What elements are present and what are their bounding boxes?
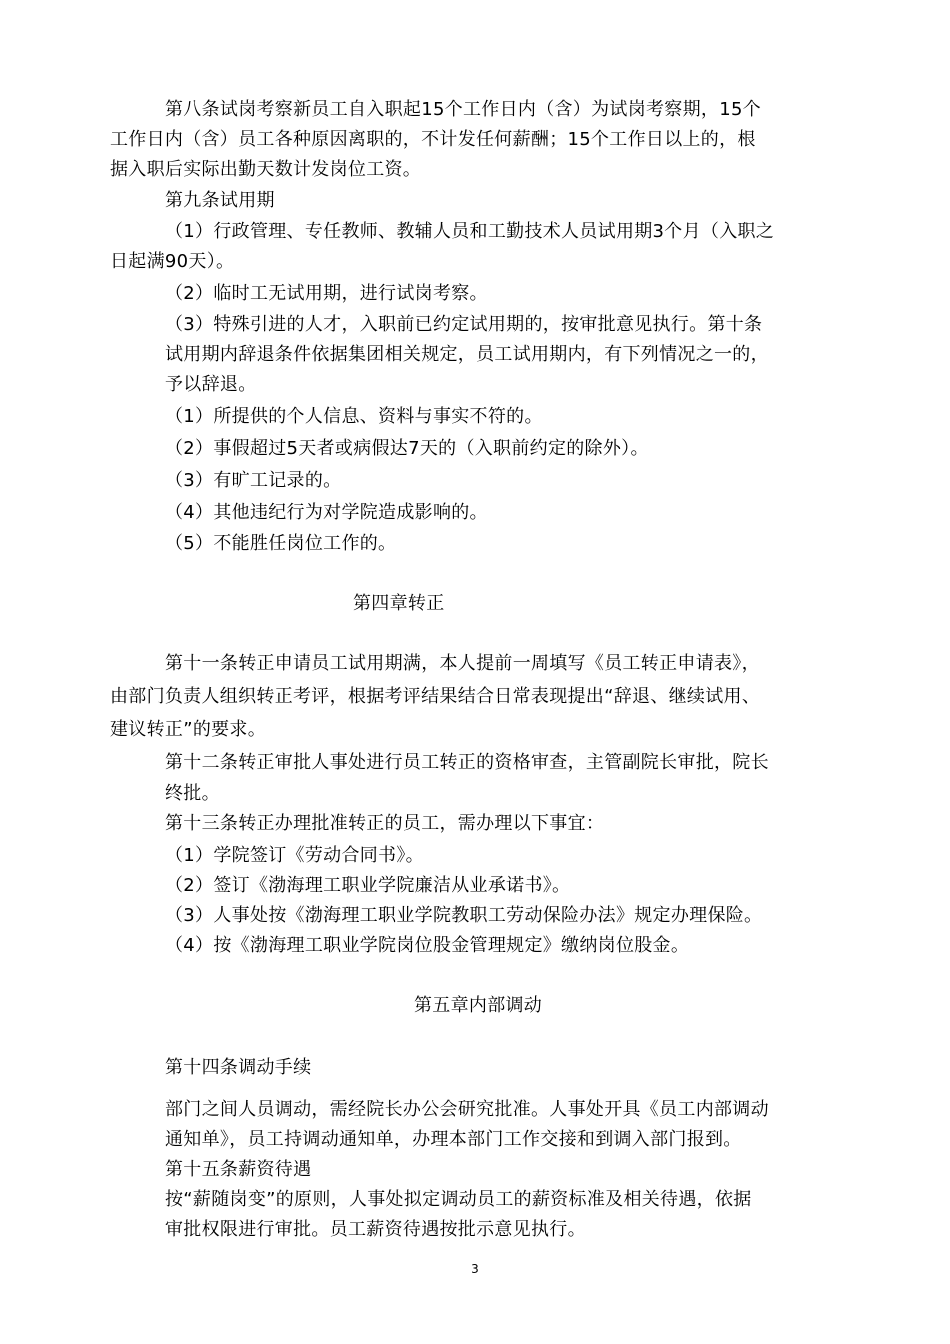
list-item: （1）学院签订《劳动合同书》。 <box>165 845 424 866</box>
list-item: （1）行政管理、专任教师、教辅人员和工勤技术人员试用期3个月（入职之 <box>165 221 775 242</box>
paragraph-line: 部门之间人员调动，需经院长办公会研究批准。人事处开具《员工内部调动 <box>165 1099 769 1120</box>
paragraph-line: 按“薪随岗变”的原则，人事处拟定调动员工的薪资标准及相关待遇，依据 <box>165 1189 752 1210</box>
paragraph-line: 第十二条转正审批人事处进行员工转正的资格审查，主管副院长审批，院长 <box>165 752 769 773</box>
chapter-heading: 第五章内部调动 <box>414 995 543 1016</box>
paragraph-line: 建议转正”的要求。 <box>110 719 267 740</box>
list-item: （4）按《渤海理工职业学院岗位股金管理规定》缴纳岗位股金。 <box>165 935 690 956</box>
chapter-heading: 第四章转正 <box>353 593 445 614</box>
list-item: （3）有旷工记录的。 <box>165 470 342 491</box>
paragraph-line: 终批。 <box>165 783 220 804</box>
list-item: （1）所提供的个人信息、资料与事实不符的。 <box>165 406 543 427</box>
paragraph-line: 第十三条转正办理批准转正的员工，需办理以下事宜： <box>165 813 605 834</box>
paragraph-line: 予以辞退。 <box>165 374 257 395</box>
list-item: 日起满90天）。 <box>110 251 235 272</box>
section-heading: 第九条试用期 <box>165 190 275 211</box>
list-item: （2）签订《渤海理工职业学院廉洁从业承诺书》。 <box>165 875 571 896</box>
section-heading: 第十四条调动手续 <box>165 1057 312 1078</box>
list-item: （2）临时工无试用期，进行试岗考察。 <box>165 283 488 304</box>
paragraph-line: 据入职后实际出勤天数计发岗位工资。 <box>110 159 422 180</box>
list-item: （3）特殊引进的人才，入职前已约定试用期的，按审批意见执行。第十条 <box>165 314 763 335</box>
list-item: （3）人事处按《渤海理工职业学院教职工劳动保险办法》规定办理保险。 <box>165 905 763 926</box>
paragraph-line: 第十一条转正申请员工试用期满，本人提前一周填写《员工转正申请表》， <box>165 653 760 674</box>
list-item: （2）事假超过5天者或病假达7天的（入职前约定的除外）。 <box>165 438 649 459</box>
section-heading: 第十五条薪资待遇 <box>165 1159 312 1180</box>
list-item: （4）其他违纪行为对学院造成影响的。 <box>165 502 488 523</box>
paragraph-line: 由部门负责人组织转正考评，根据考评结果结合日常表现提出“辞退、继续试用、 <box>110 686 761 707</box>
page-number: 3 <box>471 1262 479 1276</box>
paragraph-line: 第八条试岗考察新员工自入职起15个工作日内（含）为试岗考察期，15个 <box>165 99 762 120</box>
paragraph-line: 工作日内（含）员工各种原因离职的，不计发任何薪酬；15个工作日以上的，根 <box>110 129 756 150</box>
list-item: （5）不能胜任岗位工作的。 <box>165 533 397 554</box>
paragraph-line: 审批权限进行审批。员工薪资待遇按批示意见执行。 <box>165 1219 586 1240</box>
paragraph-line: 通知单》，员工持调动通知单，办理本部门工作交接和到调入部门报到。 <box>165 1129 742 1150</box>
paragraph-line: 试用期内辞退条件依据集团相关规定，员工试用期内，有下列情况之一的， <box>165 344 769 365</box>
